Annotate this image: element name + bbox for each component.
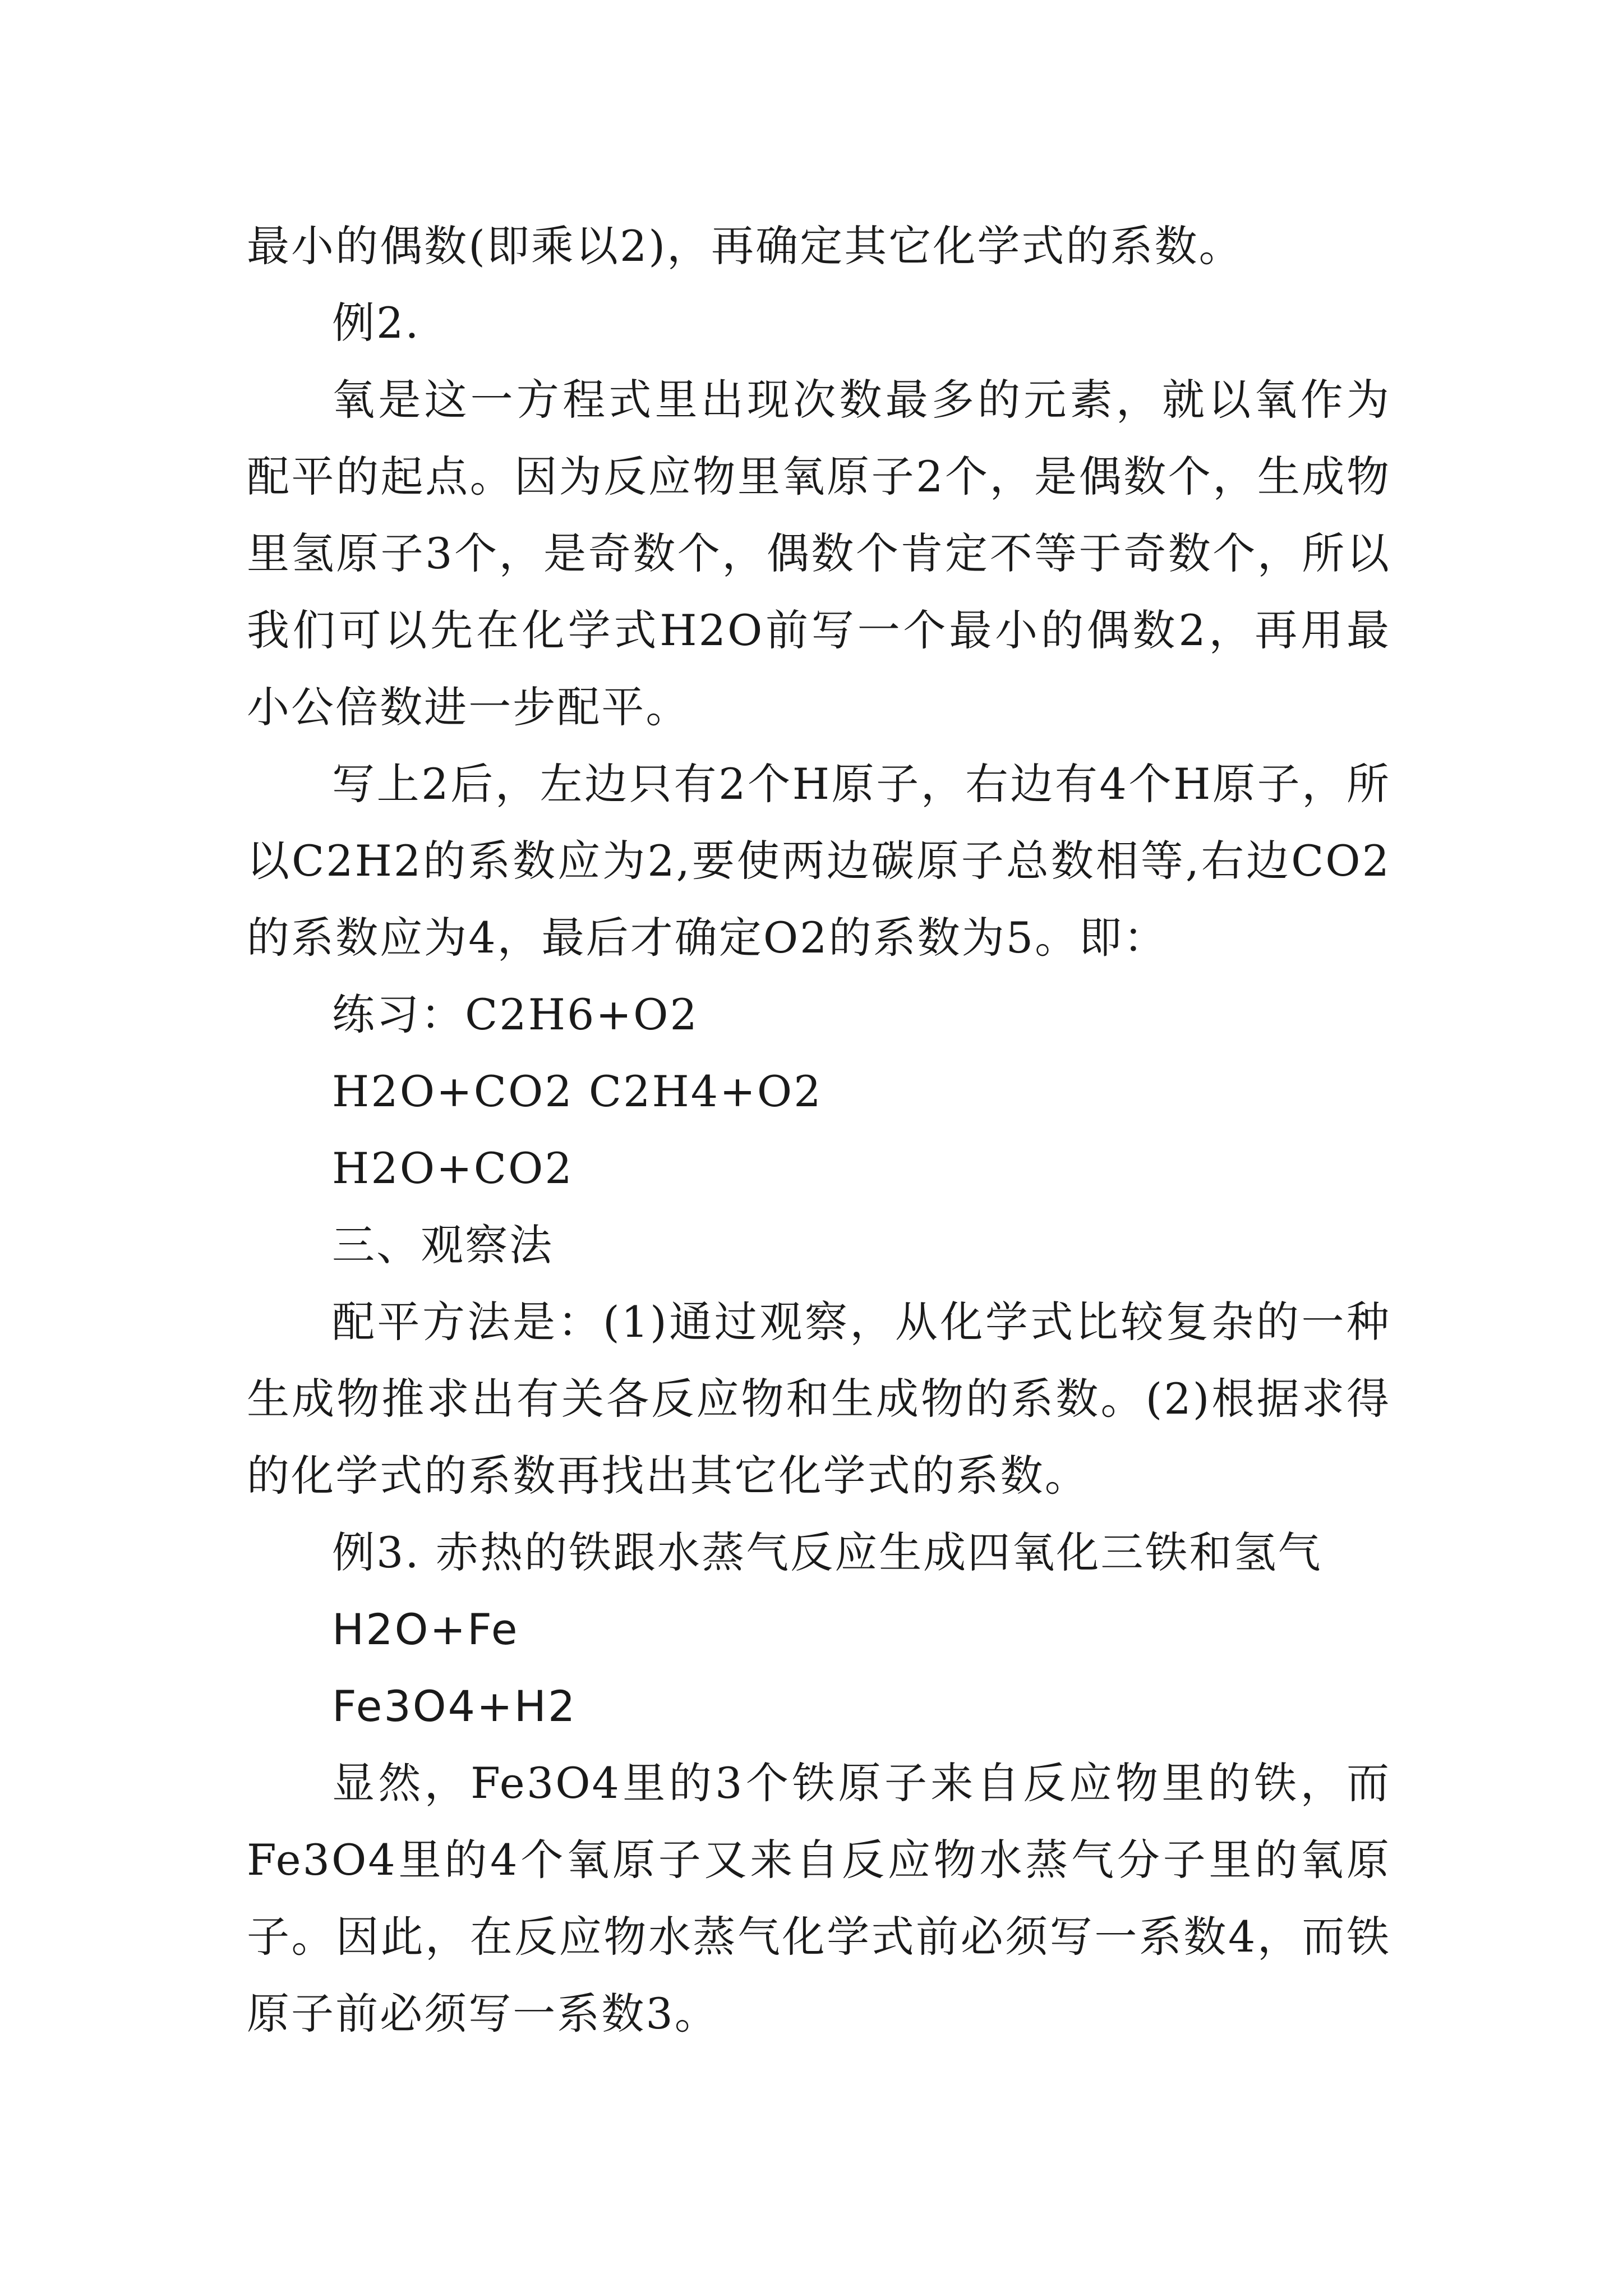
paragraph-method-description: 配平方法是：(1)通过观察，从化学式比较复杂的一种生成物推求出有关各反应物和生成物的系数。(2)根据求得的化学式的系数再找出其它化学式的系数。: [247, 1297, 1391, 1501]
paragraph-equation-3: H2O+Fe: [332, 1604, 519, 1654]
paragraph-equation-4: Fe3O4+H2: [332, 1681, 577, 1731]
paragraph-oxygen-explanation: 氧是这一方程式里出现次数最多的元素，就以氧作为配平的起点。因为反应物里氧原子2个，是偶数个，生成物里氢原子3个，是奇数个，偶数个肯定不等于奇数个，所以我们可以先在化学式H2O前写一个最小的偶数2，再用最小公倍数进一步配平。: [247, 375, 1391, 732]
paragraph-continuation: 最小的偶数(即乘以2)，再确定其它化学式的系数。: [247, 221, 1243, 271]
section-heading-observation-method: 三、观察法: [332, 1220, 554, 1270]
paragraph-exercise: 练习：C2H6+O2: [332, 990, 699, 1039]
paragraph-coefficient-steps: 写上2后，左边只有2个H原子，右边有4个H原子，所以C2H2的系数应为2,要使两边碳原子总数相等,右边CO2的系数应为4，最后才确定O2的系数为5。即：: [247, 759, 1391, 963]
paragraph-equation-1: H2O+CO2 C2H4+O2: [332, 1066, 823, 1116]
document-body: [247, 208, 1391, 2052]
paragraph-equation-2: H2O+CO2: [332, 1143, 574, 1193]
paragraph-conclusion: 显然，Fe3O4里的3个铁原子来自反应物里的铁，而Fe3O4里的4个氧原子又来自反应物水蒸气分子里的氧原子。因此，在反应物水蒸气化学式前必须写一系数4，而铁原子前必须写一系数3。: [247, 1758, 1391, 2039]
paragraph-example-2-heading: 例2.: [332, 298, 421, 348]
paragraph-example-3: 例3. 赤热的铁跟水蒸气反应生成四氧化三铁和氢气: [332, 1527, 1322, 1577]
